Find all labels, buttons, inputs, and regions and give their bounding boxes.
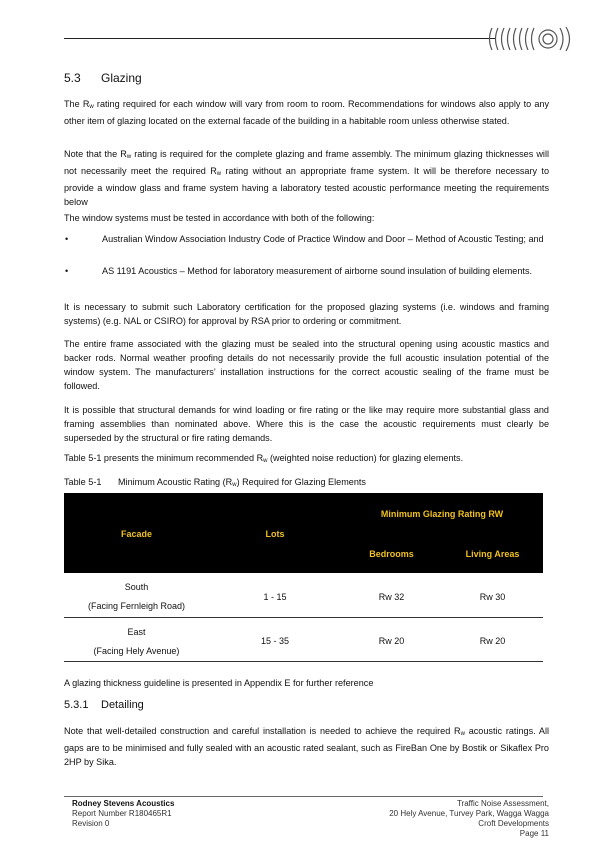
table-caption: Table 5-1 Minimum Acoustic Rating $(R_w)$ Required for Glazing Elements bbox=[64, 477, 366, 488]
paragraph-structural: It is possible that structural demands for wind loading or fire rating or the like may require more substantial glass and framing assemblies than nominated above. Where this is the case the acoustic requirements must clearly be superseded by the structural or fire rating demands. bbox=[64, 405, 549, 443]
footer-right bbox=[330, 799, 549, 839]
company-logo-icon bbox=[486, 24, 578, 54]
footer-revision: Revision 0 bbox=[72, 819, 110, 828]
footer-company: Rodney Stevens Acoustics bbox=[72, 799, 175, 808]
paragraph-detailing: Note that well-detailed construction and careful installation is needed to achieve the required $R_w$ acoustic ratings. All gaps are to be minimised and fully sealed with an acoustic rated sealant, such as FireBan One by Bostik or Sikaflex Pro 2HP by Sika. bbox=[64, 726, 549, 767]
header-facade: Facade bbox=[120, 529, 153, 539]
subsection-number: 5.3.1 bbox=[64, 699, 89, 711]
cell-facade-note: (Facing Fernleigh Road) bbox=[87, 601, 186, 611]
bullet-text: Australian Window Association Industry Code of Practice Window and Door – Method of Acoustic Testing; and bbox=[102, 234, 544, 244]
header-rule bbox=[64, 38, 496, 39]
footer-doc-title: Traffic Noise Assessment, bbox=[456, 799, 549, 808]
footer-rule bbox=[64, 796, 543, 797]
header-minimum-glazing-rating: Minimum Glazing Rating RW bbox=[380, 509, 504, 519]
section-title: Glazing bbox=[101, 71, 142, 85]
paragraph-certification: It is necessary to submit such Laboratory certification for the proposed glazing systems (i.e. windows and framing systems) (e.g. NAL or CSIRO) for approval by RSA prior to ordering or commitment. bbox=[64, 302, 549, 326]
footer-address: 20 Hely Avenue, Turvey Park, Wagga Wagga bbox=[389, 809, 549, 818]
bullet-dot: • bbox=[65, 266, 69, 276]
cell-living-areas: Rw 20 bbox=[479, 636, 506, 646]
footer-left bbox=[72, 799, 174, 829]
paragraph-glazing-assembly: Note that the $R_w$ rating is required for the complete glazing and frame assembly. The minimum glazing thicknesses will not necessarily meet the required $R_w$ rating without an appropriate frame system. It will be therefore necessary to provide a window glass and frame system having a laboratory tested acoustic performance meeting the requirements below bbox=[64, 149, 549, 207]
paragraph-rw-rating: The $R_w$ rating required for each window will vary from room to room. Recommendations for windows also apply to any other item of glazing located on the external facade of the building in a habitable room unless otherwise stated. bbox=[64, 99, 550, 126]
footer-report-number: Report Number R180465R1 bbox=[72, 809, 172, 818]
cell-lots: 1 - 15 bbox=[263, 592, 287, 602]
subsection-heading bbox=[64, 699, 144, 711]
table-bottom-rule bbox=[64, 661, 543, 662]
cell-facade: South bbox=[124, 582, 149, 592]
header-lots: Lots bbox=[265, 529, 285, 539]
cell-facade: East bbox=[127, 627, 146, 637]
bullet-dot: • bbox=[65, 234, 69, 244]
bullet-text: AS 1191 Acoustics – Method for laboratory measurement of airborne sound insulation of building elements. bbox=[102, 266, 533, 276]
cell-facade-note: (Facing Hely Avenue) bbox=[93, 646, 180, 656]
paragraph-appendix-reference: A glazing thickness guideline is presented in Appendix E for further reference bbox=[64, 678, 374, 688]
section-heading bbox=[64, 71, 142, 85]
footer-client: Croft Developments bbox=[478, 819, 549, 828]
paragraph-table-intro: Table 5-1 presents the minimum recommended $R_w$ (weighted noise reduction) for glazing elements. bbox=[64, 453, 464, 464]
section-number: 5.3 bbox=[64, 71, 81, 85]
cell-lots: 15 - 35 bbox=[260, 636, 290, 646]
header-bedrooms: Bedrooms bbox=[369, 549, 414, 559]
cell-living-areas: Rw 30 bbox=[479, 592, 506, 602]
subsection-title: Detailing bbox=[101, 699, 144, 711]
table-row-divider bbox=[64, 617, 543, 618]
cell-bedrooms: Rw 32 bbox=[378, 592, 405, 602]
paragraph-sealing: The entire frame associated with the glazing must be sealed into the structural opening using acoustic mastics and backer rods. Normal weather proofing details do not necessarily provide the full acoustic insulation potential of the window system. The manufacturers’ installation instructions for the correct acoustic sealing of the frame must be followed. bbox=[64, 339, 549, 391]
footer-page-number: Page 11 bbox=[519, 829, 549, 838]
paragraph-testing-intro: The window systems must be tested in accordance with both of the following: bbox=[64, 213, 375, 223]
cell-bedrooms: Rw 20 bbox=[378, 636, 405, 646]
header-living-areas: Living Areas bbox=[465, 549, 520, 559]
